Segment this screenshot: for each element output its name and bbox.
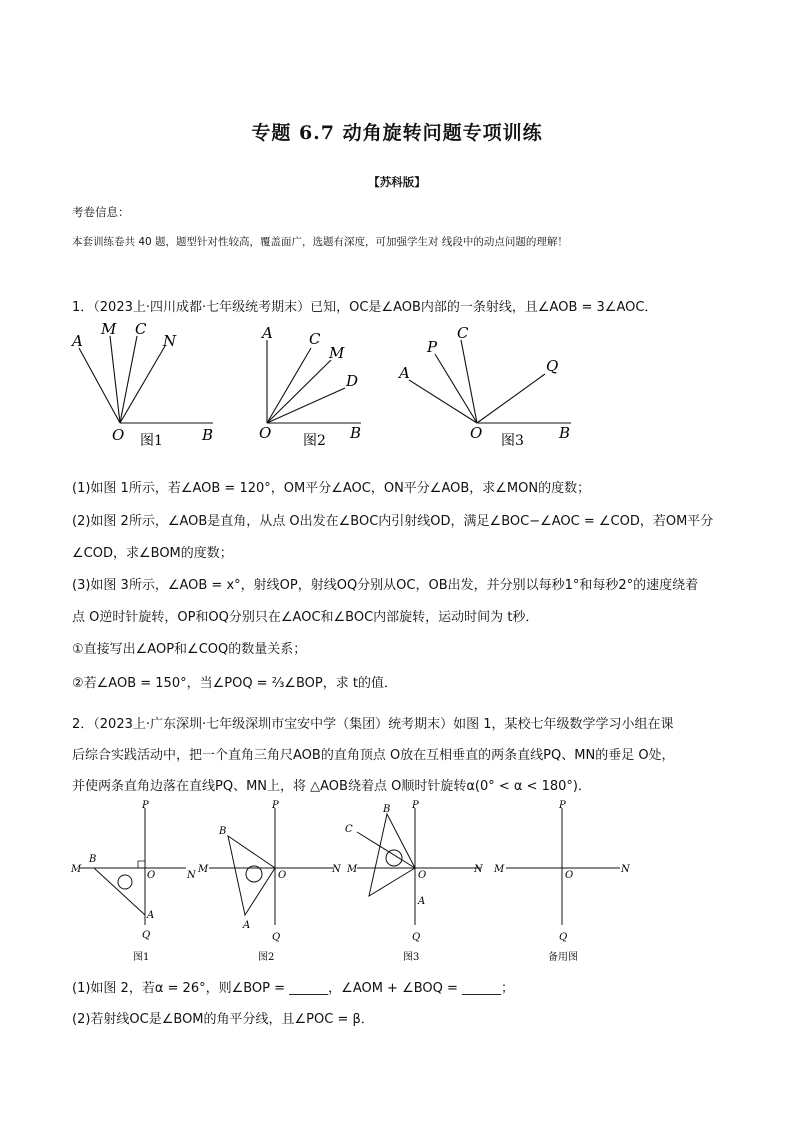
q2-intro-c: 并使两条直角边落在直线PQ、MN上，将 △AOB绕着点 O顺时针旋转α(0° < α < 180°)．: [72, 779, 592, 794]
label-A: A: [147, 910, 155, 921]
label-Q: Q: [142, 930, 151, 941]
q2-figure-spare: [490, 800, 635, 965]
label-P: P: [427, 338, 438, 356]
label-O: O: [147, 870, 156, 881]
label-N: N: [332, 864, 341, 875]
info-label: 考卷信息：: [72, 205, 130, 219]
label-N: N: [163, 332, 177, 350]
label-P: P: [412, 800, 419, 811]
label-O: O: [278, 870, 287, 881]
label-M: M: [101, 320, 117, 338]
q1-figure-2: [253, 318, 373, 448]
label-A: A: [399, 364, 410, 382]
figure-caption: 图1: [140, 433, 163, 448]
label-B: B: [350, 424, 362, 442]
label-A: A: [243, 920, 251, 931]
label-M: M: [329, 344, 345, 362]
q2-figure-1: [68, 800, 198, 965]
q2-intro-a: 2．（2023上·广东深圳·七年级深圳市宝安中学（集团）统考期末）如图 1，某校七年级数学学习小组在课: [72, 717, 674, 732]
label-Q: Q: [272, 932, 281, 943]
q1-part-3a: (3)如图 3所示，∠AOB = x°，射线OP，射线OQ分别从OC，OB出发，并分别以每秒1°和每秒2°的速度绕着: [72, 578, 699, 593]
label-C: C: [135, 320, 147, 338]
figure-caption: 图3: [403, 952, 420, 963]
label-M: M: [347, 864, 358, 875]
edition-label: 【苏科版】: [368, 175, 426, 189]
label-O: O: [470, 424, 483, 442]
label-O: O: [259, 424, 272, 442]
figure-caption: 图3: [501, 433, 524, 448]
label-M: M: [198, 864, 209, 875]
q1-part-2b: ∠COD，求∠BOM的度数；: [72, 546, 233, 561]
q1-part-3b: 点 O逆时针旋转，OP和OQ分别只在∠AOC和∠BOC内部旋转，运动时间为 t秒．: [72, 610, 539, 625]
q2-figure-2: [195, 800, 345, 965]
label-N: N: [474, 864, 483, 875]
label-P: P: [559, 800, 566, 811]
label-B: B: [383, 804, 391, 815]
q1-part-3d: ②若∠AOB = 150°，当∠POQ = ⅔∠BOP，求 t的值．: [72, 676, 397, 691]
label-A: A: [72, 332, 83, 350]
figure-caption: 图1: [133, 952, 150, 963]
figure-caption: 图2: [258, 952, 275, 963]
label-O: O: [418, 870, 427, 881]
q1-figure-1: [65, 318, 225, 448]
label-P: P: [142, 800, 149, 811]
label-A: A: [418, 896, 426, 907]
q1-part-3c: ①直接写出∠AOP和∠COQ的数量关系；: [72, 642, 307, 657]
label-Q: Q: [546, 357, 559, 375]
q1-figure-3: [393, 318, 583, 448]
label-C: C: [457, 324, 469, 342]
label-B: B: [559, 424, 571, 442]
label-N: N: [621, 864, 630, 875]
q1-part-1: (1)如图 1所示，若∠AOB = 120°，OM平分∠AOC，ON平分∠AOB，求∠MON的度数；: [72, 481, 591, 496]
q2-part-2: (2)若射线OC是∠BOM的角平分线，且∠POC = β．: [72, 1012, 374, 1027]
label-B: B: [219, 826, 227, 837]
label-A: A: [262, 324, 273, 342]
label-Q: Q: [559, 932, 568, 943]
q2-part-1: (1)如图 2，若α = 26°，则∠BOP = ______，∠AOM + ∠BOQ = ______；: [72, 981, 515, 996]
q2-intro-b: 后综合实践活动中，把一个直角三角尺AOB的直角顶点 O放在互相垂直的两条直线PQ、MN的垂足 O处，: [72, 748, 675, 763]
label-O: O: [112, 426, 125, 444]
label-O: O: [565, 870, 574, 881]
label-B: B: [89, 854, 97, 865]
label-Q: Q: [412, 932, 421, 943]
label-C: C: [309, 330, 321, 348]
label-D: D: [346, 372, 359, 390]
label-C: C: [345, 824, 353, 835]
label-N: N: [187, 870, 196, 881]
q1-part-2a: (2)如图 2所示，∠AOB是直角，从点 O出发在∠BOC内引射线OD，满足∠BOC−∠AOC = ∠COD，若OM平分: [72, 514, 714, 529]
page-title: 专题 6.7 动角旋转问题专项训练: [251, 122, 543, 144]
q2-figure-3: [343, 800, 493, 965]
label-B: B: [202, 426, 214, 444]
label-M: M: [71, 864, 82, 875]
q1-intro: 1．（2023上·四川成都·七年级统考期末）已知，OC是∠AOB内部的一条射线，且∠AOB = 3∠AOC．: [72, 300, 658, 315]
figure-caption: 备用图: [548, 952, 578, 963]
info-text: 本套训练卷共 40 题，题型针对性较高，覆盖面广，选题有深度，可加强学生对 线段中的动点问题的理解！: [72, 236, 568, 248]
label-M: M: [494, 864, 505, 875]
label-P: P: [272, 800, 279, 811]
figure-caption: 图2: [303, 433, 326, 448]
